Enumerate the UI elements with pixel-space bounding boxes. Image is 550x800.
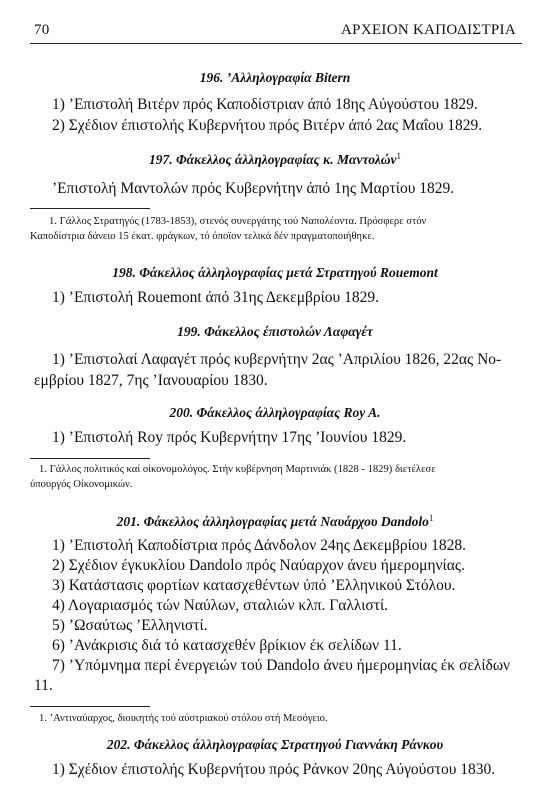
running-title: ΑΡΧΕΙΟΝ ΚΑΠΟΔΙΣΤΡΙΑ <box>341 22 516 38</box>
list-item: 4) Λογαριασμός τών Ναύλων, σταλιών κλπ. Γαλλιστί. <box>52 597 389 614</box>
list-item: 2) Σχέδιον έπιστολής Κυβερνήτου πρός Βιτέρν άπό 2ας Μαΐου 1829. <box>52 117 483 134</box>
footnote: Καποδίστρια δάνειο 15 έκατ. φράγκων, τό όποϊον τελικά δέν πραγματοποιήθηκε. <box>30 231 375 242</box>
section-heading: 202. Φάκελλος άλληλογραφίας Στρατηγού Γιαννάκη Ράνκου <box>106 737 444 752</box>
page-number: 70 <box>34 22 50 38</box>
footnote-rule <box>30 706 150 707</box>
list-item: 1) ’Επιστολή Βιτέρν πρός Καποδίστριαν άπό 18ης Αύγούστου 1829. <box>52 96 478 113</box>
list-item-continuation: εμβρίου 1827, 7ης ’Ιανουαρίου 1830. <box>34 372 268 389</box>
footnote-rule <box>30 208 150 209</box>
list-item: 1) ’Επιστολή Καποδίστρια πρός Δάνδολον 24ης Δεκεμβρίου 1828. <box>52 537 466 554</box>
footnote: 1. ’Αντιναύαρχος, διοικητής τού αύστριακού στόλου στή Μεσόγειο. <box>39 713 328 724</box>
list-item: 1) Σχέδιον έπιστολής Κυβερνήτου πρός Ράνκον 20ης Αύγούστου 1830. <box>52 761 496 778</box>
footnote: 1. Γάλλος πολιτικός καί οίκονομολόγος. Στήν κυβέρνηση Μαρτινιάκ (1828 - 1829) διετέλεσε <box>39 464 436 475</box>
list-item: 1) ’Επιστολή Rouemont άπό 31ης Δεκεμβρίου 1829. <box>52 289 379 306</box>
list-item-continuation: 11. <box>34 677 53 694</box>
list-item: 5) ’Ωσαύτως ’Ελληνιστί. <box>52 617 208 634</box>
footnote-marker: 1 <box>396 151 401 161</box>
footnote-rule <box>30 458 150 459</box>
section-heading: 196. ’Αλληλογραφία Bitern <box>199 70 351 85</box>
list-item: 1) ’Επιστολή Roy πρός Κυβερνήτην 17ης ’Ιουνίου 1829. <box>52 429 407 446</box>
list-item: ’Επιστολή Μαντολών πρός Κυβερνήτην άπό 1ης Μαρτίου 1829. <box>52 180 455 197</box>
list-item: 2) Σχέδιον έγκυκλίου Dandolo πρός Ναύαρχον άνευ ήμερομηνίας. <box>52 557 465 574</box>
section-heading: 199. Φάκελλος έπιστολών Λαφαγέτ <box>177 324 373 339</box>
section-heading: 197. Φάκελλος άλληλογραφίας κ. Μαντολών$^1$ <box>148 151 401 167</box>
list-item: 6) ’Ανάκρισις διά τό κατασχεθέν βρίκιον έκ σελίδων 11. <box>52 637 402 654</box>
section-heading: 198. Φάκελλος άλληλογραφίας μετά Στρατηγού Rouemont <box>112 265 438 280</box>
footnote: ύπουργός Οίκονομικών. <box>30 479 133 490</box>
section-heading: 200. Φάκελλος άλληλογραφίας Roy A. <box>169 405 381 420</box>
list-item: 1) ’Επιστολαί Λαφαγέτ πρός κυβερνήτην 2ας ’Απριλίου 1826, 22ας Νο- <box>52 351 502 368</box>
header-rule <box>30 43 522 44</box>
list-item: 7) ’Υπόμνημα περί ένεργειών τού Dandolo άνευ ήμερομηνίας έκ σελίδων <box>52 657 511 674</box>
list-item: 3) Κατάστασις φορτίων κατασχεθέντων ύπό ’Ελληνικού Στόλου. <box>52 577 456 594</box>
footnote: 1. Γάλλος Στρατηγός (1783-1853), στενός συνεργάτης τού Ναπολέοντα. Πρόσφερε στόν <box>49 216 427 227</box>
footnote-marker: 1 <box>428 513 434 523</box>
section-heading: 201. Φάκελλος άλληλογραφίας μετά Ναυάρχου Dandolo$^1$ <box>116 513 434 529</box>
